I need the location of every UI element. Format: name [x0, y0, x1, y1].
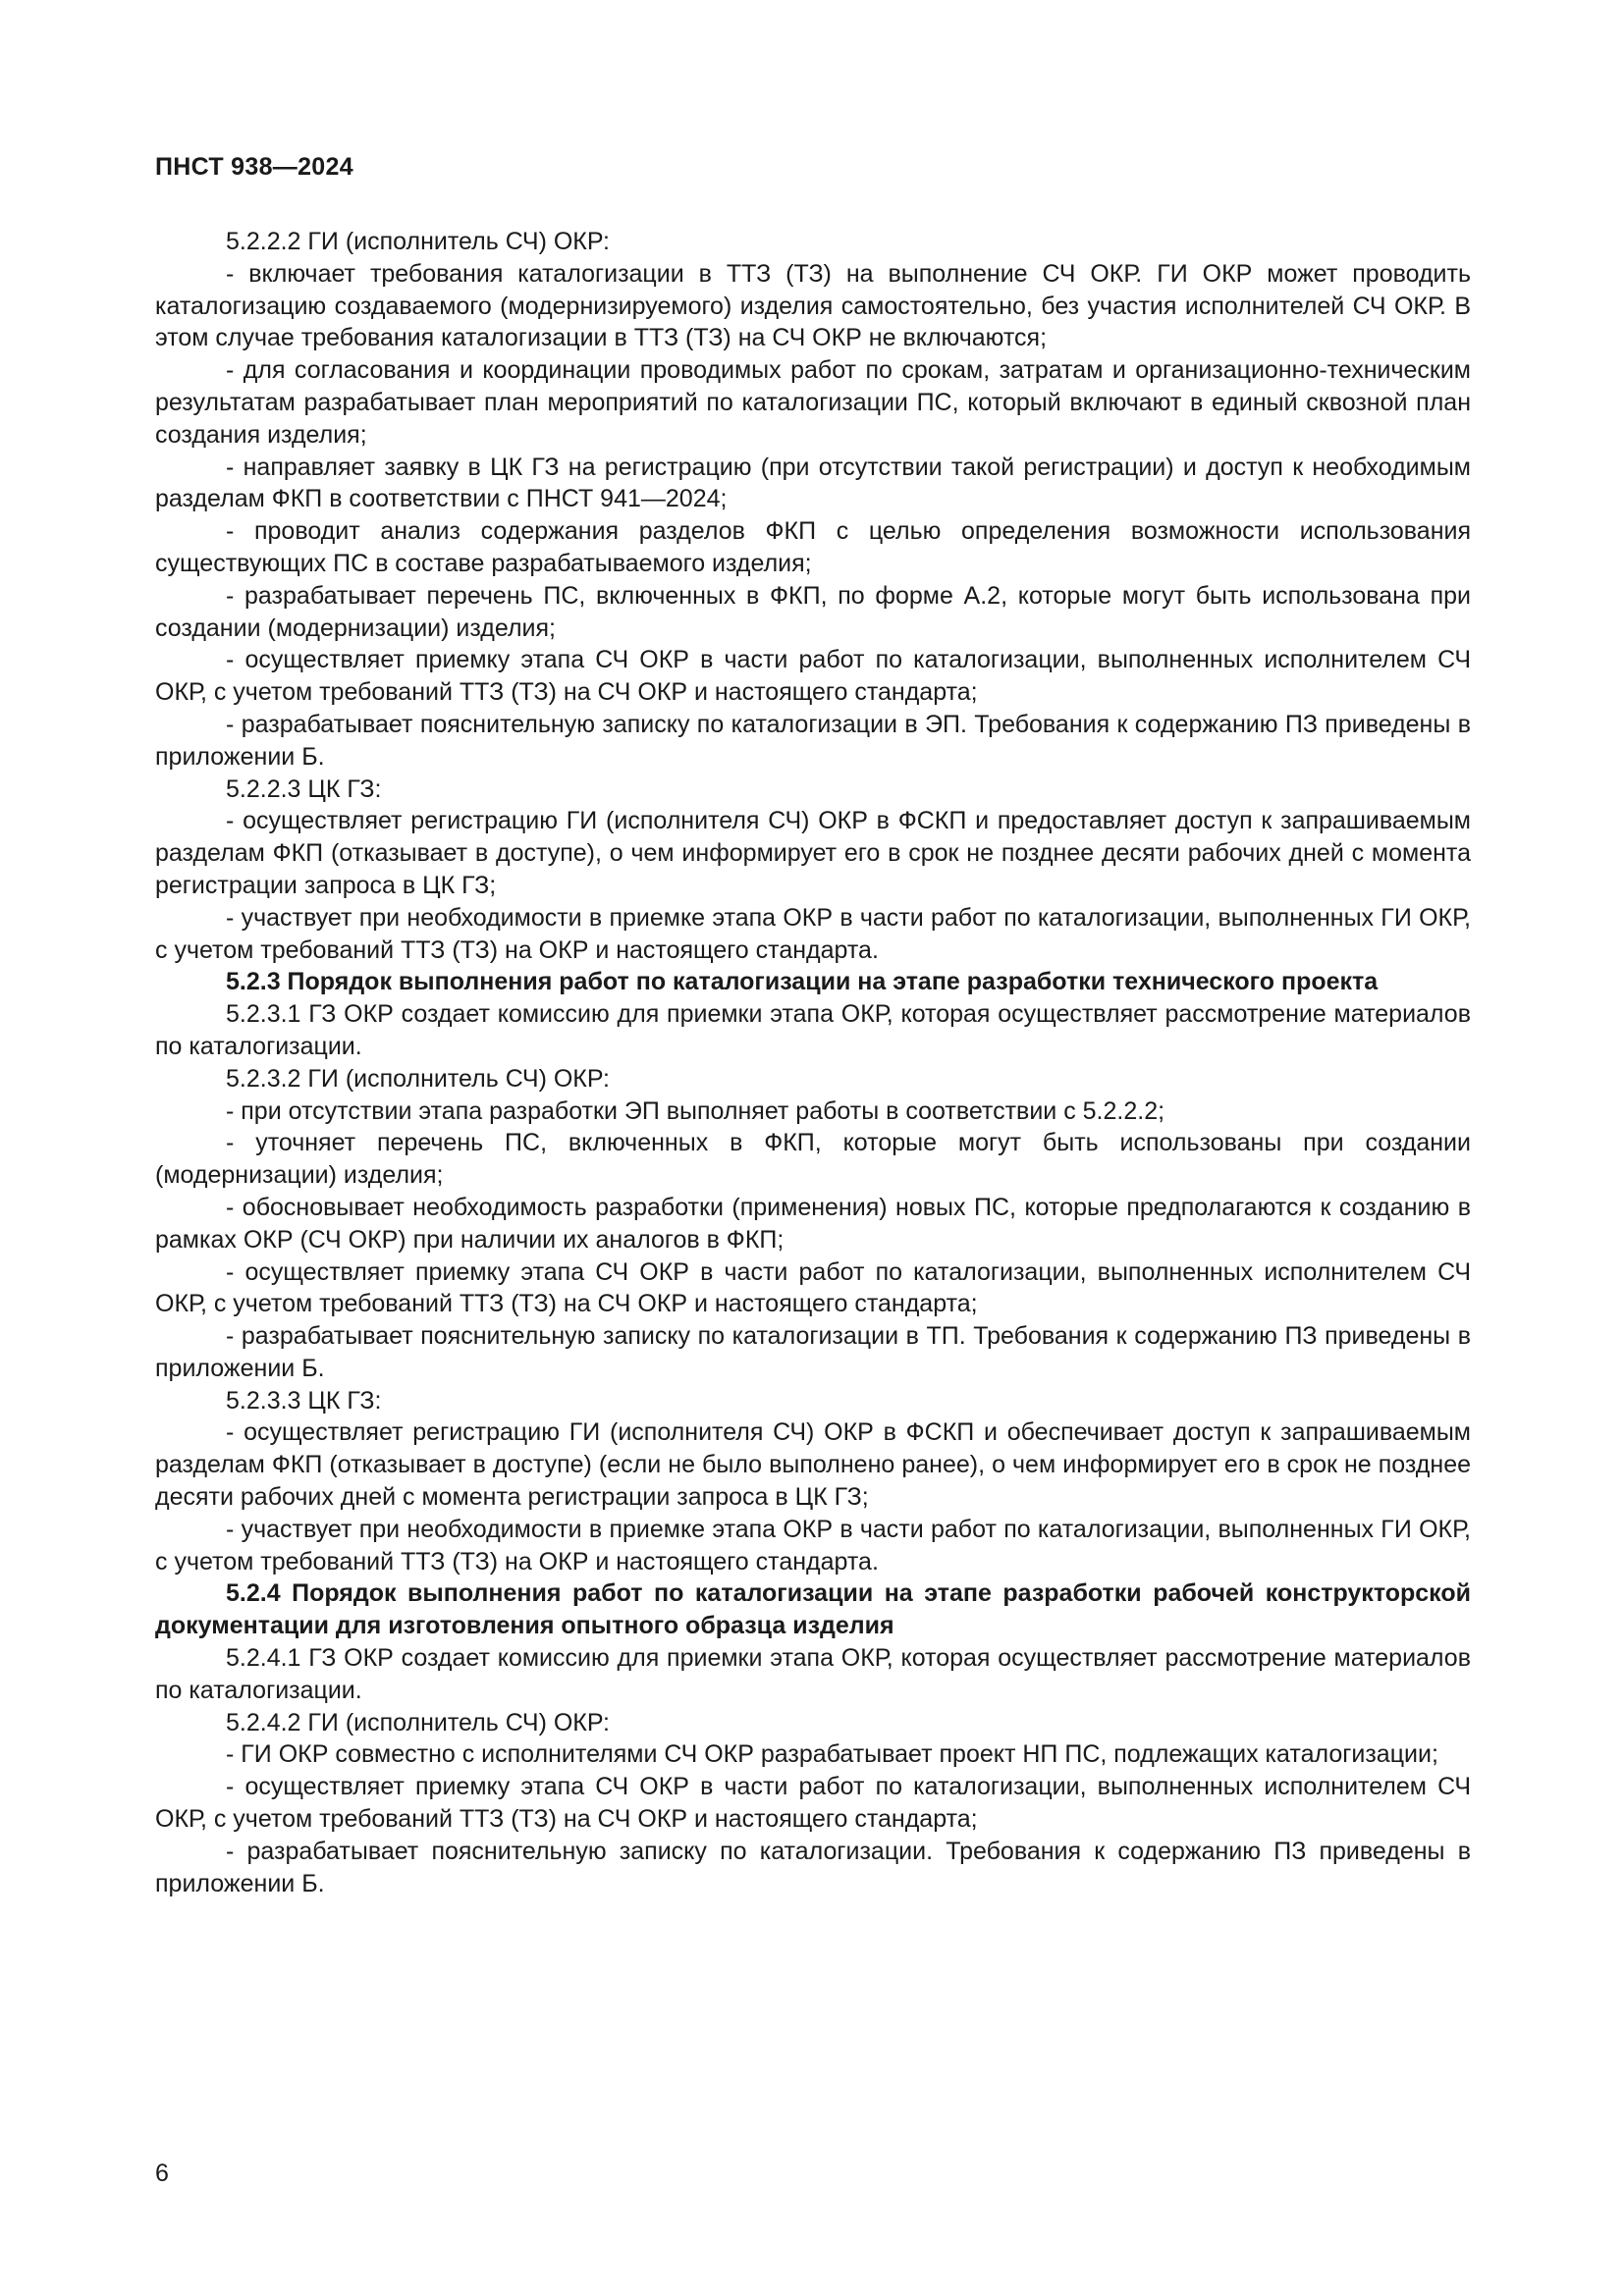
list-item: - включает требования каталогизации в ТТЗ (ТЗ) на выполнение СЧ ОКР. ГИ ОКР может проводить каталогизацию создаваемого (модернизируемого) изделия самостоятельно, без участия исполнителей СЧ ОКР. В этом случае требования каталогизации в ТТЗ (ТЗ) на СЧ ОКР не включаются; — [155, 259, 1471, 352]
document-header: ПНСТ 938—2024 — [155, 153, 353, 181]
list-item: - направляет заявку в ЦК ГЗ на регистрацию (при отсутствии такой регистрации) и доступ к необходимым разделам ФКП в соответствии с ПНСТ 941—2024; — [155, 453, 1471, 513]
list-item: - осуществляет приемку этапа СЧ ОКР в части работ по каталогизации, выполненных исполнителем СЧ ОКР, с учетом требований ТТЗ (ТЗ) на СЧ ОКР и настоящего стандарта; — [155, 646, 1471, 707]
clause-paragraph: 5.2.3.1 ГЗ ОКР создает комиссию для приемки этапа ОКР, которая осуществляет рассмотрение материалов по каталогизации. — [155, 1000, 1471, 1060]
clause-title: 5.2.3.3 ЦК ГЗ: — [226, 1386, 382, 1415]
list-item: - осуществляет приемку этапа СЧ ОКР в части работ по каталогизации, выполненных исполнителем СЧ ОКР, с учетом требований ТТЗ (ТЗ) на СЧ ОКР и настоящего стандарта; — [155, 1257, 1471, 1318]
list-item: - осуществляет регистрацию ГИ (исполнителя СЧ) ОКР в ФСКП и предоставляет доступ к запрашиваемым разделам ФКП (отказывает в доступе), о чем информирует его в срок не позднее десяти рабочих дней с момента регистрации запроса в ЦК ГЗ; — [155, 807, 1471, 899]
list-item: - при отсутствии этапа разработки ЭП выполняет работы в соответствии с 5.2.2.2; — [226, 1096, 1165, 1125]
list-item: - обосновывает необходимость разработки (применения) новых ПС, которые предполагаются к созданию в рамках ОКР (СЧ ОКР) при наличии их аналогов в ФКП; — [155, 1193, 1471, 1254]
page-number: 6 — [155, 2160, 169, 2187]
list-item: - уточняет перечень ПС, включенных в ФКП, которые могут быть использованы при создании (модернизации) изделия; — [155, 1129, 1471, 1190]
document-body — [155, 226, 1471, 1899]
list-item: - разрабатывает пояснительную записку по каталогизации в ЭП. Требования к содержанию ПЗ приведены в приложении Б. — [155, 710, 1471, 771]
list-item: - участвует при необходимости в приемке этапа ОКР в части работ по каталогизации, выполненных ГИ ОКР, с учетом требований ТТЗ (ТЗ) на ОКР и настоящего стандарта. — [155, 1515, 1471, 1575]
clause-paragraph: 5.2.4.1 ГЗ ОКР создает комиссию для приемки этапа ОКР, которая осуществляет рассмотрение материалов по каталогизации. — [155, 1644, 1471, 1704]
clause-title: 5.2.3.2 ГИ (исполнитель СЧ) ОКР: — [226, 1064, 610, 1093]
list-item: - разрабатывает перечень ПС, включенных в ФКП, по форме А.2, которые могут быть использована при создании (модернизации) изделия; — [155, 581, 1471, 642]
list-item: - для согласования и координации проводимых работ по срокам, затратам и организационно-техническим результатам разрабатывает план мероприятий по каталогизации ПС, который включают в единый сквозной план создания изделия; — [155, 356, 1471, 449]
list-item: - осуществляет приемку этапа СЧ ОКР в части работ по каталогизации, выполненных исполнителем СЧ ОКР, с учетом требований ТТЗ (ТЗ) на СЧ ОКР и настоящего стандарта; — [155, 1773, 1471, 1834]
list-item: - разрабатывает пояснительную записку по каталогизации. Требования к содержанию ПЗ приведены в приложении Б. — [155, 1837, 1471, 1897]
clause-title: 5.2.2.2 ГИ (исполнитель СЧ) ОКР: — [226, 228, 610, 255]
list-item: - ГИ ОКР совместно с исполнителями СЧ ОКР разрабатывает проект НП ПС, подлежащих каталогизации; — [226, 1740, 1438, 1769]
clause-title: 5.2.4.2 ГИ (исполнитель СЧ) ОКР: — [226, 1708, 610, 1736]
list-item: - участвует при необходимости в приемке этапа ОКР в части работ по каталогизации, выполненных ГИ ОКР, с учетом требований ТТЗ (ТЗ) на ОКР и настоящего стандарта. — [155, 903, 1471, 964]
list-item: - осуществляет регистрацию ГИ (исполнителя СЧ) ОКР в ФСКП и обеспечивает доступ к запрашиваемым разделам ФКП (отказывает в доступе) (если не было выполнено ранее), о чем информирует его в срок не позднее десяти рабочих дней с момента регистрации запроса в ЦК ГЗ; — [155, 1418, 1471, 1512]
list-item: - разрабатывает пояснительную записку по каталогизации в ТП. Требования к содержанию ПЗ приведены в приложении Б. — [155, 1322, 1471, 1382]
list-item: - проводит анализ содержания разделов ФКП с целью определения возможности использования существующих ПС в составе разрабатываемого изделия; — [155, 517, 1471, 577]
clause-title: 5.2.2.3 ЦК ГЗ: — [226, 774, 382, 803]
section-heading: 5.2.3 Порядок выполнения работ по каталогизации на этапе разработки технического проекта — [226, 968, 1379, 996]
section-heading: 5.2.4 Порядок выполнения работ по каталогизации на этапе разработки рабочей конструкторской документации для изготовления опытного образца изделия — [155, 1579, 1471, 1640]
